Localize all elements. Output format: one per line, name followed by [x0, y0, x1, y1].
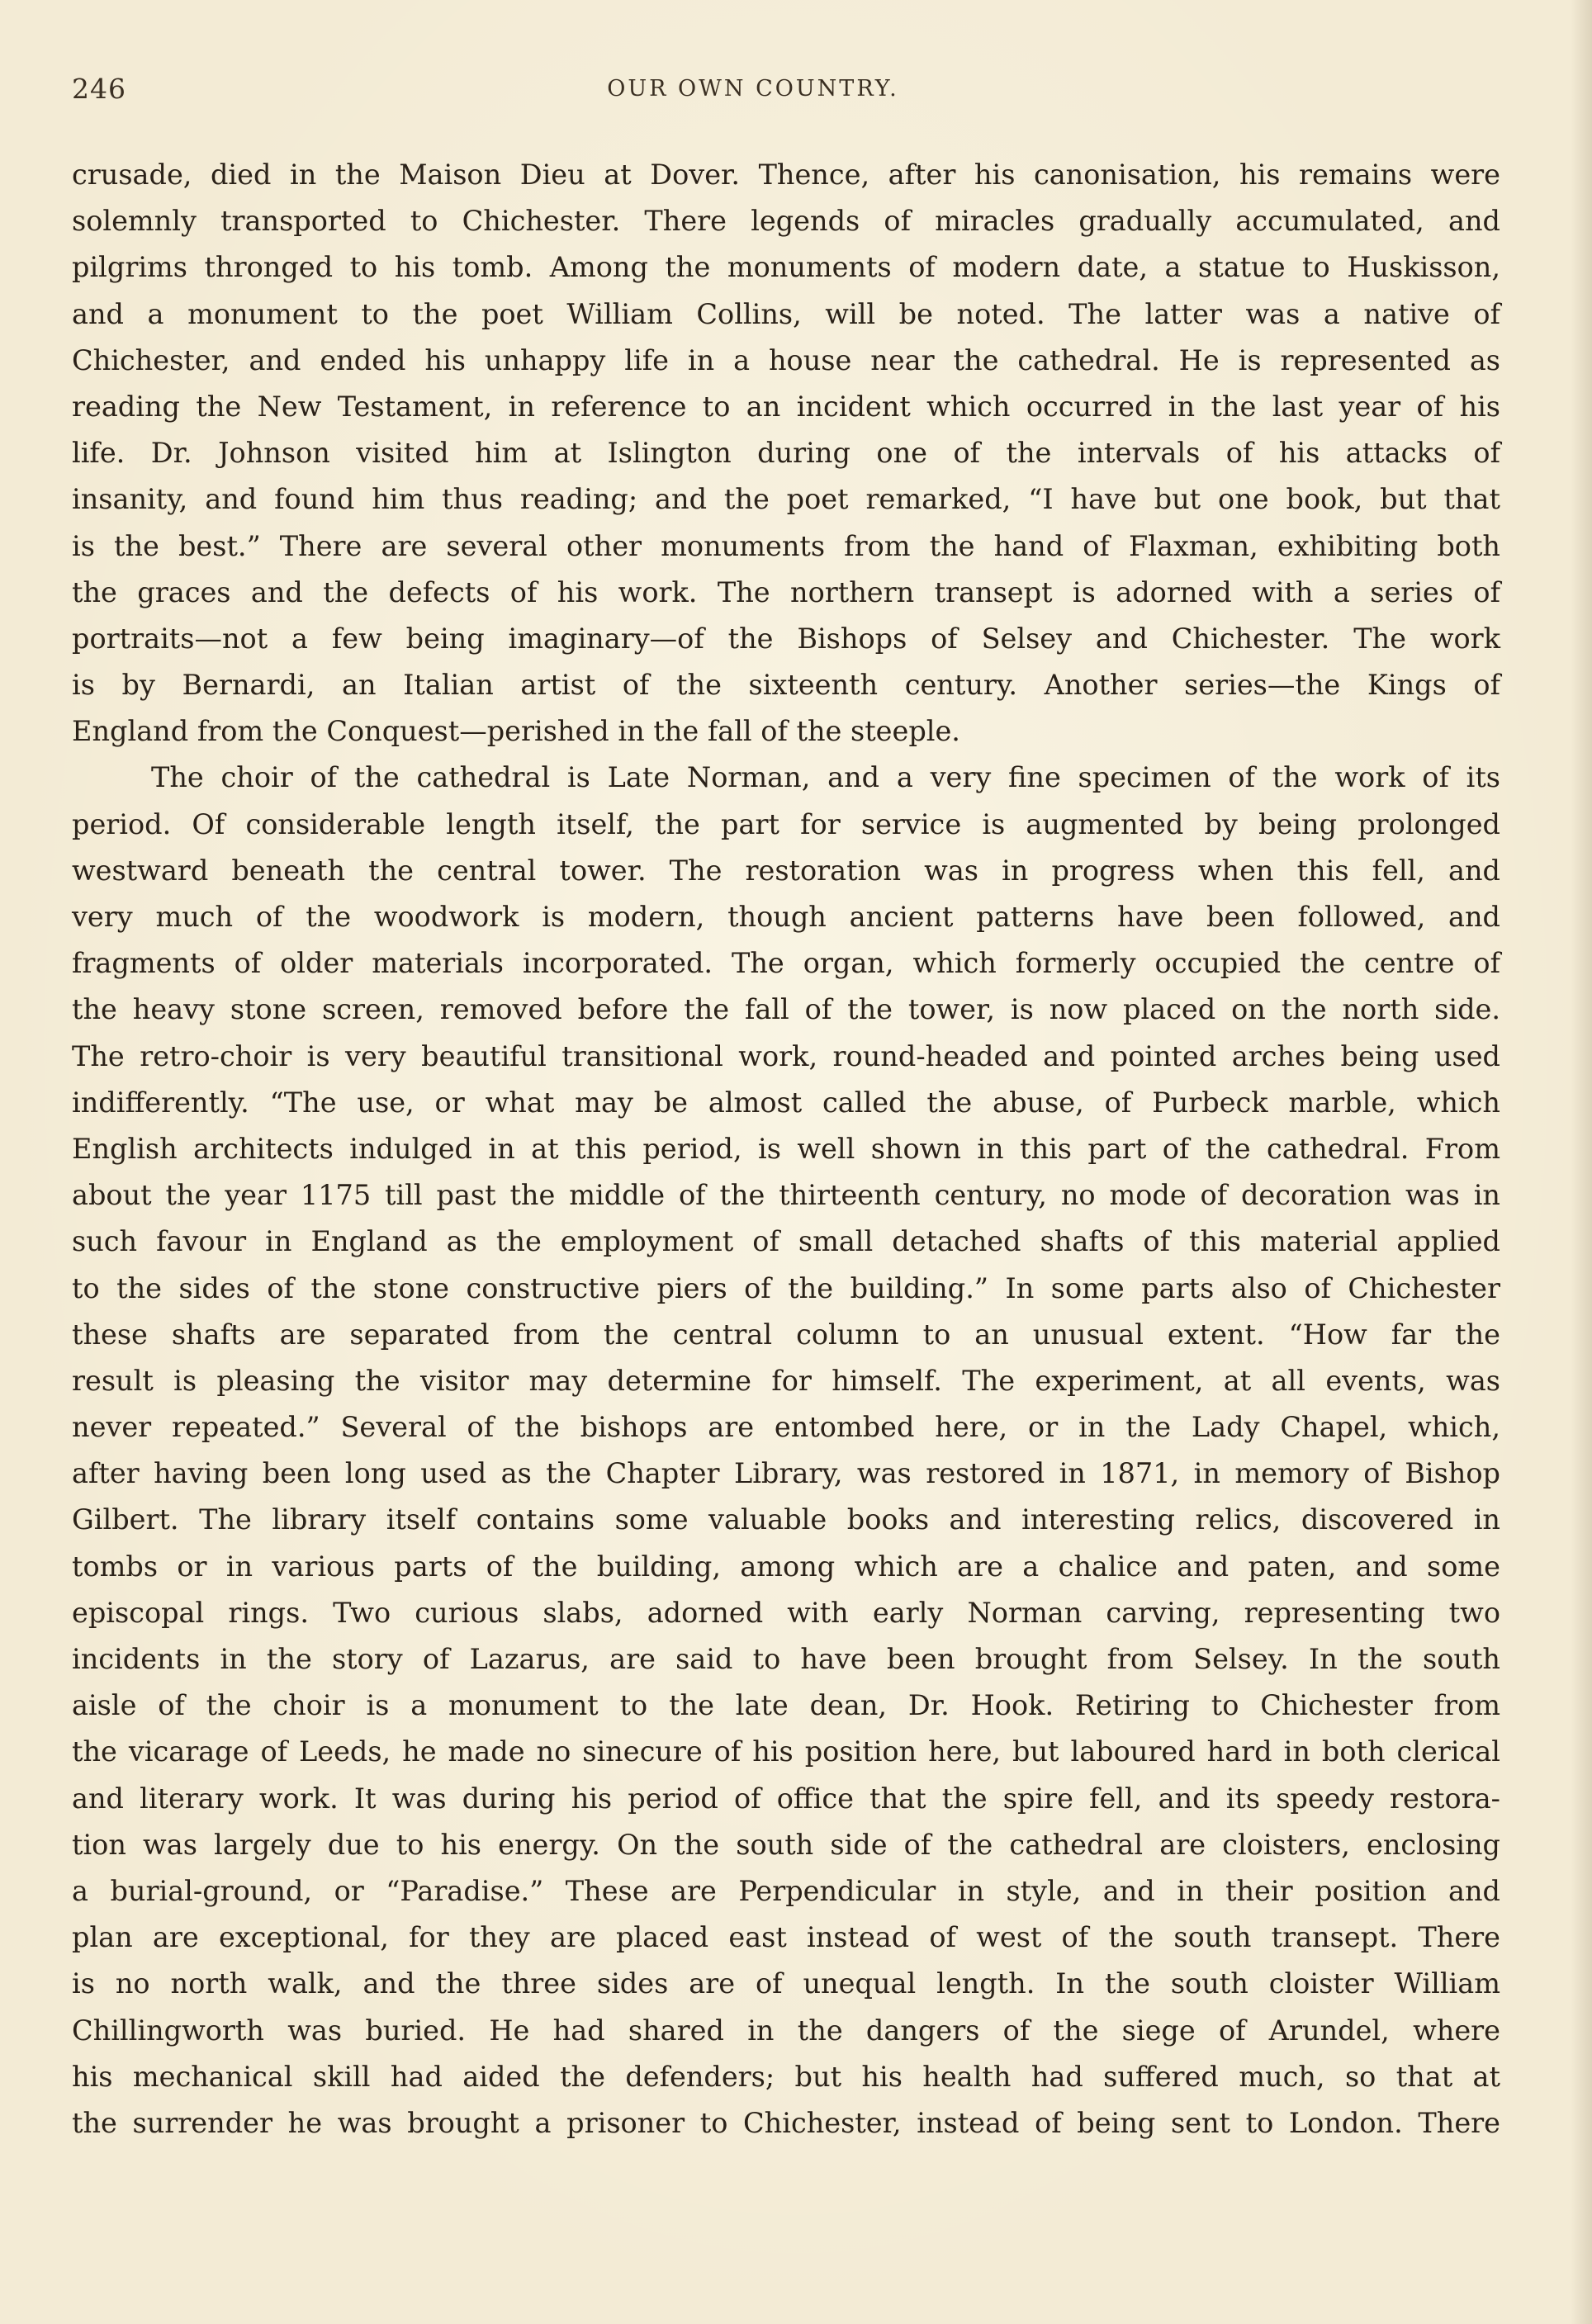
text-line: aisle of the choir is a monument to the late dean, Dr. Hook. Retiring to Chichester from — [72, 1689, 1500, 1722]
text-line: the graces and the defects of his work. The northern transept is adorned with a series of — [72, 575, 1500, 608]
text-line: Chillingworth was buried. He had shared in the dangers of the siege of Arundel, where — [72, 2014, 1500, 2047]
text-line: his mechanical skill had aided the defenders; but his health had suffered much, so that at — [72, 2060, 1500, 2093]
text-line: never repeated.” Several of the bishops are entombed here, or in the Lady Chapel, which, — [72, 1411, 1500, 1444]
page-edge-shadow — [1571, 0, 1592, 2324]
text-line: after having been long used as the Chapter Library, was restored in 1871, in memory of Bishop — [72, 1457, 1500, 1490]
text-line: reading the New Testament, in reference to an incident which occurred in the last year of his — [72, 390, 1500, 423]
text-line: such favour in England as the employment of small detached shafts of this material applied — [72, 1225, 1500, 1258]
text-line: insanity, and found him thus reading; and the poet remarked, “I have but one book, but that — [72, 483, 1500, 516]
text-line: crusade, died in the Maison Dieu at Dover. Thence, after his canonisation, his remains were — [72, 159, 1500, 191]
text-line: the vicarage of Leeds, he made no sinecure of his position here, but laboured hard in both clerical — [72, 1735, 1500, 1768]
paragraph-start-line: The choir of the cathedral is Late Norman, and a very fine specimen of the work of its — [151, 761, 1500, 794]
text-line: westward beneath the central tower. The restoration was in progress when this fell, and — [72, 854, 1500, 887]
text-line: is by Bernardi, an Italian artist of the sixteenth century. Another series—the Kings of — [72, 669, 1500, 702]
text-line: the surrender he was brought a prisoner to Chichester, instead of being sent to London. There — [72, 2106, 1500, 2139]
text-line: Gilbert. The library itself contains some valuable books and interesting relics, discovered in — [72, 1503, 1500, 1536]
text-line: tion was largely due to his energy. On the south side of the cathedral are cloisters, enclosing — [72, 1828, 1500, 1861]
text-line: the heavy stone screen, removed before the fall of the tower, is now placed on the north side. — [72, 993, 1500, 1026]
running-title: OUR OWN COUNTRY. — [607, 76, 899, 102]
text-line: episcopal rings. Two curious slabs, adorned with early Norman carving, representing two — [72, 1596, 1500, 1629]
text-line: very much of the woodwork is modern, though ancient patterns have been followed, and — [72, 901, 1500, 933]
text-line: is the best.” There are several other monuments from the hand of Flaxman, exhibiting both — [72, 529, 1500, 562]
text-line: life. Dr. Johnson visited him at Islington during one of the intervals of his attacks of — [72, 437, 1500, 470]
text-line: period. Of considerable length itself, the part for service is augmented by being prolonged — [72, 807, 1500, 840]
text-line: The retro-choir is very beautiful transitional work, round-headed and pointed arches being used — [72, 1039, 1500, 1072]
text-line: portraits—not a few being imaginary—of the Bishops of Selsey and Chichester. The work — [72, 622, 1500, 655]
page-number: 246 — [72, 73, 126, 105]
text-line: about the year 1175 till past the middle of the thirteenth century, no mode of decoration was in — [72, 1179, 1500, 1212]
text-line: incidents in the story of Lazarus, are said to have been brought from Selsey. In the south — [72, 1643, 1500, 1675]
text-line: and literary work. It was during his period of office that the spire fell, and its speedy restora- — [72, 1782, 1500, 1815]
text-line: tombs or in various parts of the building, among which are a chalice and paten, and some — [72, 1550, 1500, 1583]
text-line: fragments of older materials incorporated. The organ, which formerly occupied the centre of — [72, 947, 1500, 980]
body-text — [72, 152, 1500, 2147]
text-line: English architects indulged in at this period, is well shown in this part of the cathedral. From — [72, 1132, 1500, 1165]
running-head — [72, 73, 1500, 114]
text-line: is no north walk, and the three sides are of unequal length. In the south cloister William — [72, 1967, 1500, 2000]
text-line: plan are exceptional, for they are placed east instead of west of the south transept. There — [72, 1921, 1500, 1954]
text-line: a burial-ground, or “Paradise.” These are Perpendicular in style, and in their position and — [72, 1874, 1500, 1907]
text-line: and a monument to the poet William Collins, will be noted. The latter was a native of — [72, 297, 1500, 330]
text-line: these shafts are separated from the central column to an unusual extent. “How far the — [72, 1318, 1500, 1351]
paragraph-end-line: England from the Conquest—perished in the fall of the steeple. — [72, 715, 960, 748]
text-line: to the sides of the stone constructive piers of the building.” In some parts also of Chichester — [72, 1271, 1500, 1304]
text-line: pilgrims thronged to his tomb. Among the monuments of modern date, a statue to Huskisson, — [72, 251, 1500, 284]
text-line: Chichester, and ended his unhappy life in a house near the cathedral. He is represented as — [72, 343, 1500, 376]
text-line: solemnly transported to Chichester. There legends of miracles gradually accumulated, and — [72, 205, 1500, 238]
text-line: result is pleasing the visitor may determine for himself. The experiment, at all events, was — [72, 1364, 1500, 1397]
text-line: indifferently. “The use, or what may be almost called the abuse, of Purbeck marble, which — [72, 1086, 1500, 1119]
